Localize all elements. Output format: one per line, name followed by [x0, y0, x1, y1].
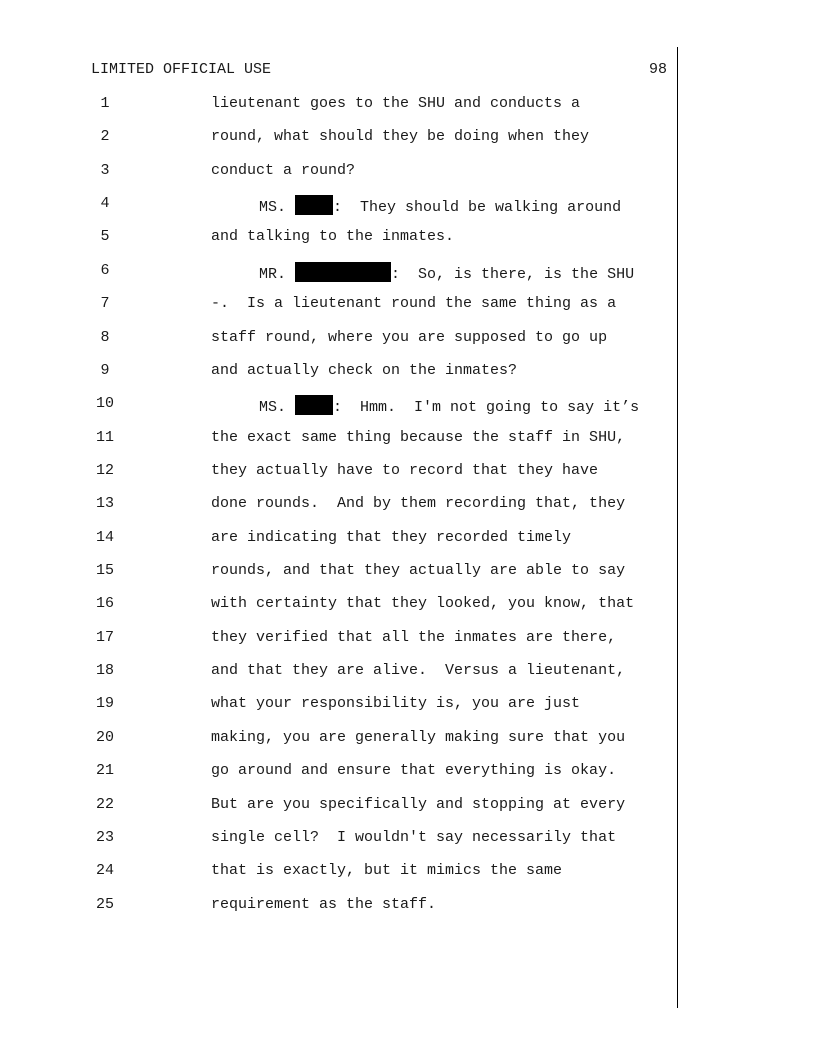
- line-number: 13: [95, 495, 114, 513]
- line-number: 3: [100, 161, 110, 179]
- line-text: done rounds. And by them recording that, they: [211, 495, 626, 513]
- line-number: 12: [95, 461, 114, 479]
- line-number: 20: [95, 728, 114, 746]
- transcript-line: [0, 562, 816, 584]
- line-text: they actually have to record that they have: [211, 461, 599, 479]
- transcript-line: [0, 595, 816, 617]
- line-number: 25: [95, 895, 114, 913]
- transcript-line: [0, 896, 816, 918]
- redaction-box: [295, 195, 333, 215]
- line-text: with certainty that they looked, you know, that: [211, 595, 635, 613]
- transcript-line: [0, 529, 816, 551]
- transcript-line: [0, 762, 816, 784]
- line-text: But are you specifically and stopping at every: [211, 795, 626, 813]
- transcript-line: [0, 195, 816, 217]
- transcript-line: [0, 495, 816, 517]
- line-text: what your responsibility is, you are just: [211, 695, 581, 713]
- line-number: 9: [100, 361, 110, 379]
- speaker-title: MR.: [259, 265, 287, 283]
- redaction-box: [295, 262, 391, 282]
- line-number: 7: [100, 295, 110, 313]
- line-number: 16: [95, 595, 114, 613]
- line-number: 23: [95, 828, 114, 846]
- line-text: -. Is a lieutenant round the same thing as a: [211, 295, 617, 313]
- line-text: conduct a round?: [211, 161, 356, 179]
- line-number: 14: [95, 528, 114, 546]
- speaker-line: [259, 262, 634, 283]
- page-number: 98: [648, 61, 667, 78]
- transcript-line: [0, 629, 816, 651]
- line-text: lieutenant goes to the SHU and conducts a: [211, 95, 581, 112]
- transcript-line: [0, 362, 816, 384]
- line-text: making, you are generally making sure that you: [211, 728, 626, 746]
- line-number: 2: [100, 128, 110, 146]
- transcript-line: [0, 796, 816, 818]
- speaker-line: [259, 195, 621, 216]
- line-text: and that they are alive. Versus a lieutenant,: [211, 662, 626, 680]
- line-text: they verified that all the inmates are there,: [211, 628, 617, 646]
- transcript-line: [0, 462, 816, 484]
- redaction-box: [295, 395, 333, 415]
- line-text: and actually check on the inmates?: [211, 361, 518, 379]
- transcript-line: [0, 128, 816, 150]
- transcript-line: [0, 329, 816, 351]
- transcript-line: [0, 729, 816, 751]
- line-number: 5: [100, 228, 110, 246]
- line-number: 10: [95, 395, 114, 413]
- transcript-line: [0, 862, 816, 884]
- line-text: that is exactly, but it mimics the same: [211, 862, 563, 880]
- transcript-line: [0, 429, 816, 451]
- line-number: 15: [95, 562, 114, 580]
- line-text: the exact same thing because the staff in SHU,: [211, 428, 626, 446]
- line-number: 4: [100, 195, 110, 213]
- transcript-line: [0, 228, 816, 250]
- line-number: 1: [100, 95, 110, 112]
- line-text: round, what should they be doing when they: [211, 128, 590, 146]
- transcript-line: [0, 695, 816, 717]
- document-header-classification: LIMITED OFFICIAL USE: [91, 61, 272, 78]
- transcript-line: [0, 662, 816, 684]
- line-text: rounds, and that they actually are able to say: [211, 562, 626, 580]
- line-text: single cell? I wouldn't say necessarily that: [211, 828, 617, 846]
- line-text: requirement as the staff.: [211, 895, 437, 913]
- transcript-line: [0, 262, 816, 284]
- speaker-title: MS.: [259, 199, 287, 217]
- speaker-statement: : Hmm. I'm not going to say it’s: [333, 399, 640, 417]
- line-number: 21: [95, 762, 114, 780]
- line-number: 17: [95, 628, 114, 646]
- line-number: 19: [95, 695, 114, 713]
- line-number: 6: [100, 261, 110, 279]
- line-text: staff round, where you are supposed to go up: [211, 328, 608, 346]
- transcript-line: [0, 829, 816, 851]
- transcript-line: [0, 162, 816, 184]
- transcript-line: [0, 295, 816, 317]
- line-text: are indicating that they recorded timely: [211, 528, 572, 546]
- line-number: 24: [95, 862, 114, 880]
- line-text: go around and ensure that everything is okay.: [211, 762, 617, 780]
- line-text: and talking to the inmates.: [211, 228, 455, 246]
- line-number: 11: [95, 428, 114, 446]
- speaker-line: [259, 395, 639, 416]
- line-number: 8: [100, 328, 110, 346]
- speaker-title: MS.: [259, 399, 287, 417]
- transcript-line: [0, 95, 816, 117]
- speaker-statement: : So, is there, is the SHU: [391, 265, 635, 283]
- speaker-statement: : They should be walking around: [333, 199, 622, 217]
- line-number: 22: [95, 795, 114, 813]
- line-number: 18: [95, 662, 114, 680]
- transcript-line: [0, 395, 816, 417]
